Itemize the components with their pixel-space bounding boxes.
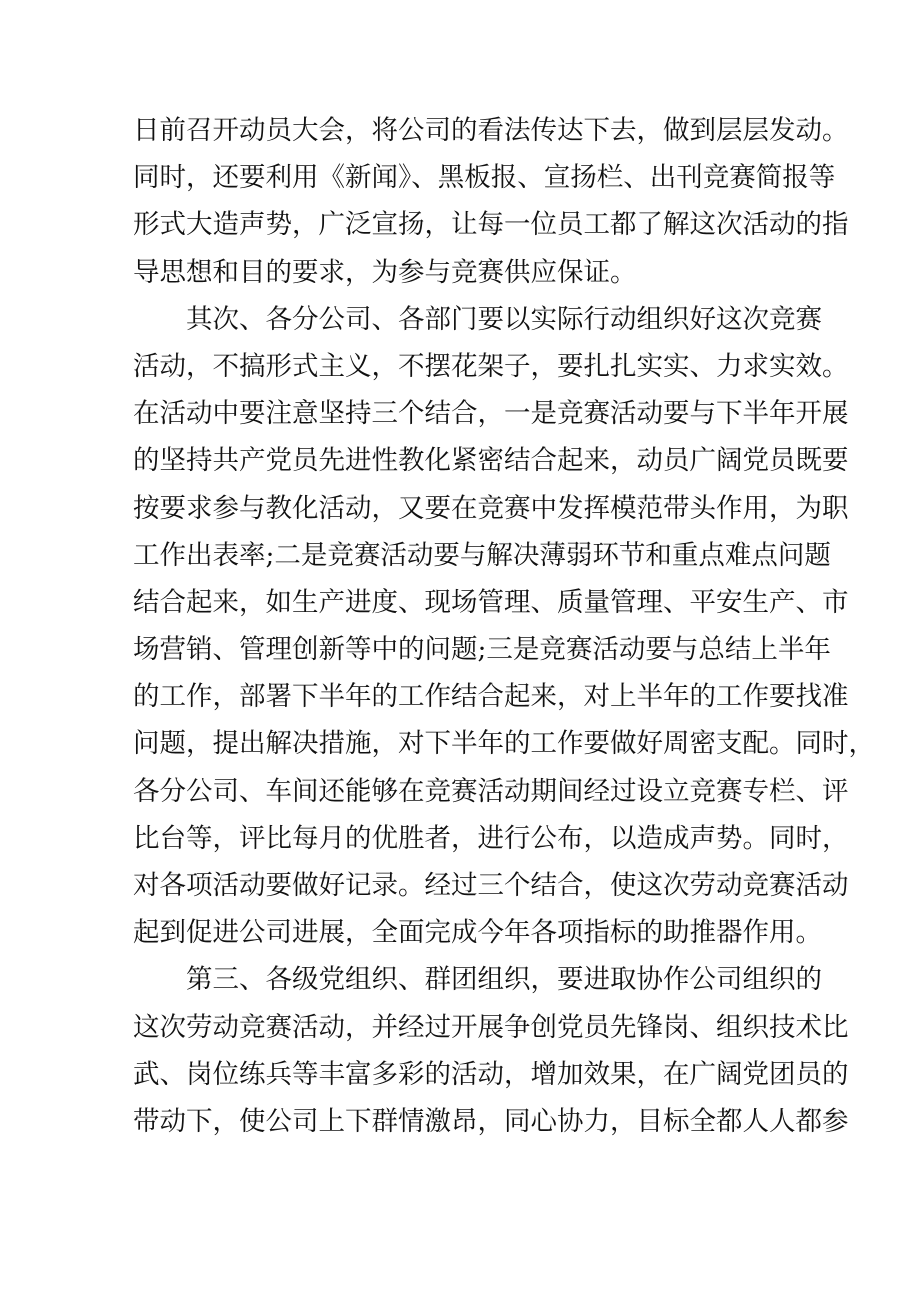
text-line: 比台等，评比每月的优胜者，进行公布，以造成声势。同时， [133,822,849,854]
text-line: 武、岗位练兵等丰富多彩的活动，增加效果，在广阔党团员的 [133,1058,849,1090]
text-line: 日前召开动员大会，将公司的看法传达下去，做到层层发动。 [133,115,849,146]
text-line: 带动下，使公司上下群情激昂，同心协力，目标全都人人都参 [133,1105,849,1137]
text-line: 起到促进公司进展，全面完成今年各项指标的助推器作用。 [133,917,822,949]
text-line: 的坚持共产党员先进性教化紧密结合起来，动员广阔党员既要 [133,445,849,477]
text-line: 对各项活动要做好记录。经过三个结合，使这次劳动竞赛活动 [133,870,849,901]
body-text [133,107,875,1145]
text-line: 工作出表率;二是竞赛活动要与解决薄弱环节和重点难点问题 [133,539,831,571]
text-line: 在活动中要注意坚持三个结合，一是竞赛活动要与下半年开展 [133,398,849,430]
text-line: 按要求参与教化活动，又要在竞赛中发挥模范带头作用，为职 [133,492,849,524]
text-line: 的工作，部署下半年的工作结合起来，对上半年的工作要找准 [133,681,849,713]
text-line: 各分公司、车间还能够在竞赛活动期间经过设立竞赛专栏、评 [133,775,849,807]
text-line: 结合起来，如生产进度、现场管理、质量管理、平安生产、市 [133,586,849,618]
text-line: 形式大造声势，广泛宣扬，让每一位员工都了解这次活动的指 [133,209,849,241]
text-line: 这次劳动竞赛活动，并经过开展争创党员先锋岗、组织技术比 [133,1011,849,1043]
text-line: 活动，不搞形式主义，不摆花架子，要扎扎实实、力求实效。 [133,350,849,382]
paragraph-first-line: 其次、各分公司、各部门要以实际行动组织好这次竞赛 [186,303,822,335]
paragraph-first-line: 第三、各级党组织、群团组织，要进取协作公司组织的 [186,964,822,996]
text-line: 场营销、管理创新等中的问题;三是竞赛活动要与总结上半年 [133,634,831,666]
text-line: 同时，还要利用《新闻》、黑板报、宣扬栏、出刊竞赛简报等 [133,162,836,194]
text-line: 导思想和目的要求，为参与竞赛供应保证。 [133,256,637,288]
text-line: 问题，提出解决措施，对下半年的工作要做好周密支配。同时， [133,728,875,760]
